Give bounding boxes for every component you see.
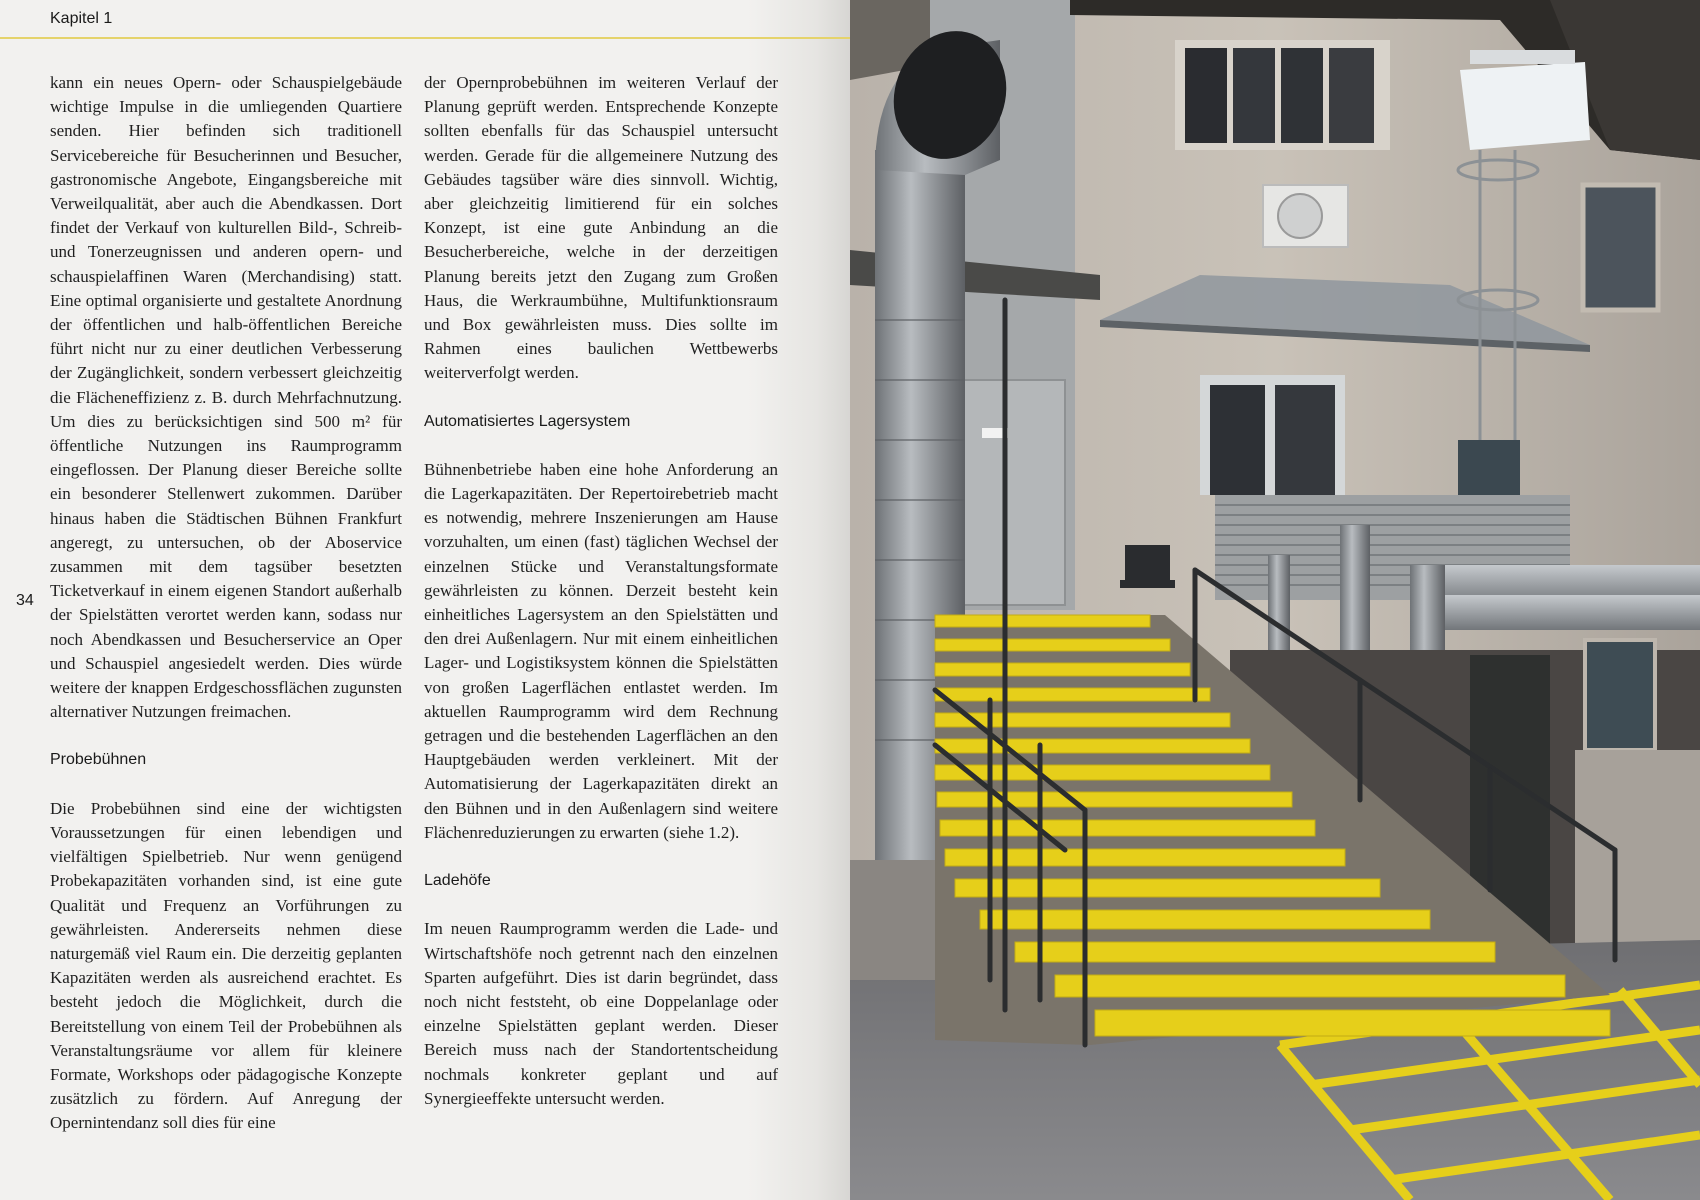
chapter-header: Kapitel 1: [50, 10, 113, 27]
text-column-right: [424, 71, 778, 1111]
text-column-left: [50, 71, 402, 1136]
header-rule: [0, 37, 850, 39]
paragraph: der Opernprobebühnen im weiteren Verlauf der Planung geprüft werden. Entsprechende Konzepte sollten ebenfalls für das Schauspiel untersucht werden. Gerade für die allgemeinere Nutzung des Gebäudes tagsüber wäre dies sinnvoll. Wichtig, aber gleichzeitig limitierend für ein solches Konzept, ist eine gute Anbindung an die Besucherbereiche, welche in der derzeitigen Planung bereits jetzt den Zugang zum Großen Haus, die Werkraumbühne, Multifunktionsraum und Box gewährleisten muss. Dies sollte im Rahmen eines baulichen Wettbewerbs weiterverfolgt werden.: [424, 73, 778, 383]
section-heading-lagersystem: Automatisiertes Lagersystem: [424, 412, 631, 430]
paragraph: kann ein neues Opern- oder Schauspielgebäude wichtige Impulse in die umliegenden Quartiere senden. Hier befinden sich traditionell Servicebereiche für Besucherinnen und Besucher, gastronomische Angebote, Eingangsbereiche mit Verweilqualität, aber auch die Abendkassen. Dort findet der Verkauf von kulturellen Bild-, Schreib- und Tonerzeugnissen und anderen opern- und schauspielaffinen Waren (Merchandising) statt. Eine optimal organisierte und gestaltete Anordnung der öffentlichen und halb-öffentlichen Bereiche führt nicht nur zu einer deutlichen Verbesserung der Zugänglichkeit, sondern verbessert gleichzeitig die Flächeneffizienz z. B. durch Mehrfachnutzung. Um dies zu berücksichtigen sind 500 m² für öffentliche Nutzungen ins Raumprogramm eingeflossen. Der Planung dieser Bereiche sollte ein besonderer Stellenwert zukommen. Darüber hinaus haben die Städtischen Bühnen Frankfurt angeregt, zu untersuchen, ob der Aboservice zusammen mit dem tagsüber besetzten Ticketverkauf in einem eigenen Standort außerhalb der Spielstätten verortet werden kann, sodass nur noch Abendkassen und Besucherservice an Oper und Schauspiel angesiedelt werden. Dies würde weitere der knappen Erdgeschossflächen zugunsten alternativer Nutzungen freimachen.: [50, 73, 402, 722]
paragraph: Die Probebühnen sind eine der wichtigsten Voraussetzungen für einen lebendigen und vielfältigen Spielbetrieb. Nur wenn genügend Probekapazitäten vorhanden sind, ist eine gute Qualität und Frequenz an Vorführungen zu gewährleisten. Andererseits nehmen diese naturgemäß viel Raum ein. Die derzeitig geplanten Kapazitäten werden als ausreichend erachtet. Es besteht jedoch die Möglichkeit, durch die Bereitstellung von einem Teil der Probebühnen als Veranstaltungsräume vor allem für kleinere Formate, Workshops oder pädagogische Konzepte zusätzlich zu fördern. Auf Anregung der Opernintendanz soll dies für eine: [50, 798, 402, 1133]
courtyard-illustration: [850, 0, 1700, 1200]
courtyard-photo: [850, 0, 1700, 1200]
section-heading-probebuehnen: Probebühnen: [50, 751, 147, 769]
section-heading-ladehoefe: Ladehöfe: [424, 872, 491, 890]
paragraph: Bühnenbetriebe haben eine hohe Anforderung an die Lagerkapazitäten. Der Repertoirebetrieb macht es notwendig, mehrere Inszenierungen am Hause vorzuhalten, um einen (fast) täglichen Wechsel der einzelnen Stücke und Veranstaltungsformate gewährleisten zu können. Derzeit besteht kein einheitliches Lagersystem an den Spielstätten und den drei Außenlagern. Nur mit einem einheitlichen Lager- und Logistiksystem können die Spielstätten von großen Lagerflächen entlastet werden. Im aktuellen Raumprogramm wird dem Rechnung getragen und die bestehenden Lagerflächen an den Hauptgebäuden werden verkleinert. Mit der Automatisierung der Lagerkapazitäten direkt an den Bühnen und in den Außenlagern sind weitere Flächenreduzierungen zu erwarten (siehe 1.2).: [424, 459, 778, 842]
page-number: 34: [16, 592, 34, 609]
paragraph: Im neuen Raumprogramm werden die Lade- und Wirtschaftshöfe noch getrennt nach den einzelnen Sparten aufgeführt. Dies ist darin begründet, dass noch nicht feststeht, ob eine Doppelanlage oder einzelne Spielstätten geplant werden. Dieser Bereich muss nach der Standortentscheidung nochmals konkreter geplant und auf Synergieeffekte untersucht werden.: [424, 919, 778, 1108]
